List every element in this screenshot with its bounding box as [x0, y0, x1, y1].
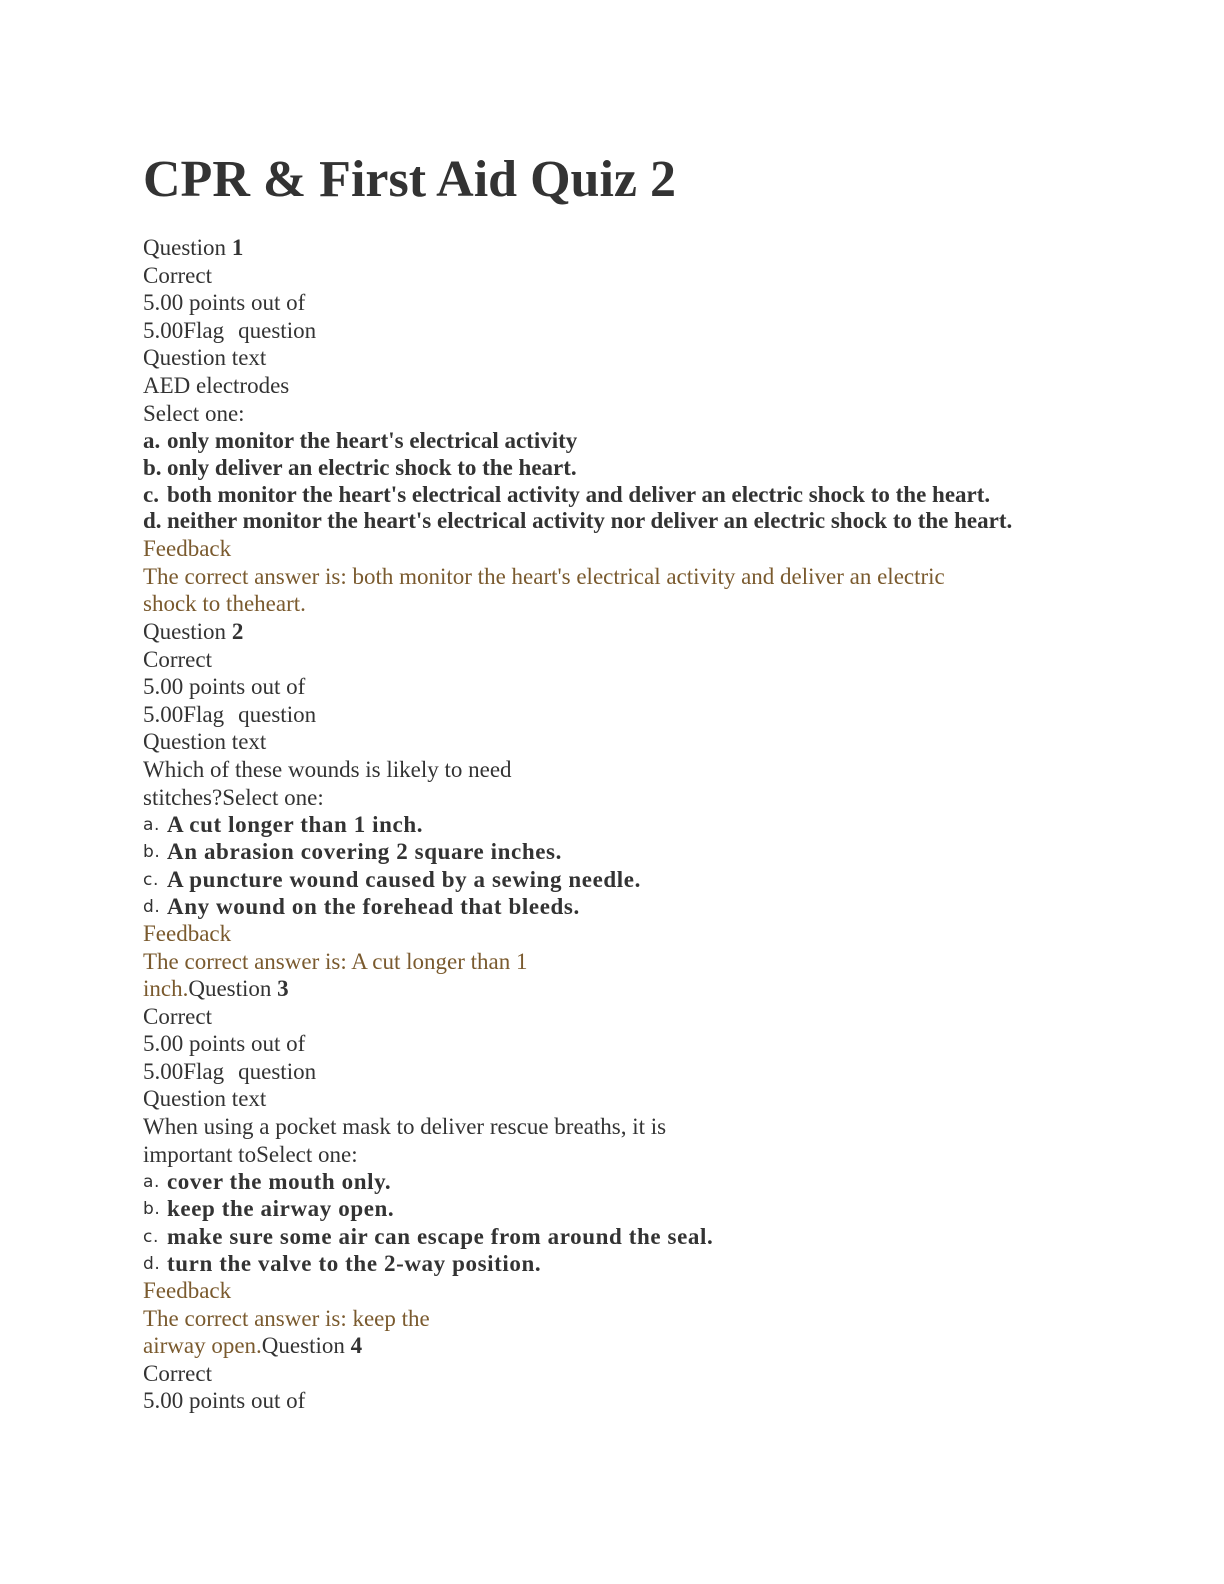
- option-text: make sure some air can escape from around the seal.: [167, 1223, 714, 1249]
- option-text: only deliver an electric shock to the heart.: [167, 455, 577, 481]
- question-prompt-cont: stitches?Select one:: [143, 784, 324, 810]
- answer-option-b[interactable]: [143, 838, 1073, 865]
- status-text: Correct: [143, 1360, 212, 1386]
- answer-option-d[interactable]: [143, 1250, 1073, 1277]
- option-letter: b.: [143, 842, 161, 863]
- correct-answer-text-cont: inch.: [143, 976, 189, 1002]
- correct-answer-text-cont: airway open.: [143, 1333, 262, 1359]
- answer-option-c[interactable]: [143, 482, 1073, 509]
- question-label: Question: [143, 235, 227, 260]
- flag-question-link[interactable]: question: [238, 1058, 317, 1084]
- question-prompt-cont: important toSelect one:: [143, 1141, 358, 1167]
- status-text: Correct: [143, 1003, 212, 1029]
- question-label: Question: [261, 1333, 345, 1359]
- option-letter: c.: [143, 481, 159, 507]
- quiz-document: [143, 148, 1073, 1415]
- option-letter: d.: [143, 508, 162, 534]
- question-prompt: When using a pocket mask to deliver rescue breaths, it is: [143, 1114, 667, 1140]
- answer-option-c[interactable]: [143, 1223, 1073, 1250]
- option-text: both monitor the heart's electrical activity and deliver an electric shock to the heart.: [167, 481, 991, 507]
- option-letter: a.: [143, 1172, 161, 1193]
- points-text: 5.00 points out of: [143, 1388, 306, 1414]
- answer-and-next-heading: [143, 1332, 1073, 1360]
- feedback-label: Feedback: [143, 536, 232, 562]
- points-text: 5.00 points out of: [143, 290, 306, 316]
- option-text: Any wound on the forehead that bleeds.: [167, 893, 580, 919]
- option-text: neither monitor the heart's electrical activity nor deliver an electric shock to the heart.: [167, 508, 1013, 534]
- max-points: 5.00Flag: [143, 317, 225, 343]
- answer-option-c[interactable]: [143, 866, 1073, 893]
- question-label: Question: [143, 618, 227, 644]
- option-letter: d.: [143, 1253, 161, 1274]
- answer-option-a[interactable]: [143, 1168, 1073, 1195]
- flag-row: [143, 1058, 1073, 1086]
- question-2: [143, 618, 1073, 1003]
- option-letter: b.: [143, 455, 162, 481]
- answer-option-a[interactable]: [143, 811, 1073, 838]
- feedback-label: Feedback: [143, 920, 232, 946]
- max-points: 5.00Flag: [143, 701, 225, 727]
- question-text-label: Question text: [143, 1086, 267, 1112]
- answer-option-b[interactable]: [143, 1195, 1073, 1222]
- question-prompt: AED electrodes: [143, 372, 290, 398]
- question-3: [143, 1003, 1073, 1360]
- points-text: 5.00 points out of: [143, 1031, 306, 1057]
- correct-answer-text: The correct answer is: keep the: [143, 1305, 430, 1331]
- question-label: Question: [188, 976, 272, 1002]
- option-text: A puncture wound caused by a sewing needle.: [167, 866, 641, 892]
- flag-question-link[interactable]: question: [238, 317, 317, 343]
- option-letter: a.: [143, 815, 161, 836]
- option-letter: d.: [143, 896, 161, 917]
- answer-option-d[interactable]: [143, 893, 1073, 920]
- option-text: only monitor the heart's electrical activity: [167, 428, 578, 454]
- status-text: Correct: [143, 646, 212, 672]
- question-number: 3: [277, 976, 289, 1002]
- select-one-label: Select one:: [143, 400, 245, 426]
- question-heading: [143, 618, 1073, 646]
- flag-question-link[interactable]: question: [238, 701, 317, 727]
- answer-option-d[interactable]: [143, 508, 1073, 535]
- option-letter: b.: [143, 1199, 161, 1220]
- points-text: 5.00 points out of: [143, 674, 306, 700]
- option-letter: c.: [143, 1226, 159, 1247]
- correct-answer-text: The correct answer is: both monitor the heart's electrical activity and deliver an electric: [143, 563, 945, 589]
- question-4: [143, 1360, 1073, 1415]
- option-letter: c.: [143, 869, 159, 890]
- question-text-label: Question text: [143, 345, 267, 371]
- correct-answer-text-cont: shock to theheart.: [143, 591, 306, 617]
- question-text-label: Question text: [143, 729, 267, 755]
- question-number: 4: [350, 1333, 363, 1359]
- question-number: 1: [231, 235, 244, 260]
- flag-row: [143, 701, 1073, 729]
- page-title: CPR & First Aid Quiz 2: [143, 151, 676, 208]
- answer-option-a[interactable]: [143, 427, 1073, 454]
- option-letter: a.: [143, 428, 161, 454]
- question-number: 2: [231, 618, 244, 644]
- answer-option-b[interactable]: [143, 454, 1073, 481]
- option-text: An abrasion covering 2 square inches.: [167, 839, 562, 865]
- question-1: [143, 234, 1073, 618]
- option-text: turn the valve to the 2-way position.: [167, 1250, 542, 1276]
- max-points: 5.00Flag: [143, 1058, 225, 1084]
- option-text: A cut longer than 1 inch.: [167, 812, 424, 838]
- answer-and-next-heading: [143, 975, 1073, 1003]
- correct-answer-text: The correct answer is: A cut longer than 1: [143, 948, 528, 974]
- flag-row: [143, 317, 1073, 345]
- question-heading: [143, 234, 1073, 262]
- feedback-label: Feedback: [143, 1278, 232, 1304]
- status-text: Correct: [143, 262, 212, 288]
- option-text: cover the mouth only.: [167, 1169, 392, 1195]
- question-prompt: Which of these wounds is likely to need: [143, 756, 512, 782]
- option-text: keep the airway open.: [167, 1196, 395, 1222]
